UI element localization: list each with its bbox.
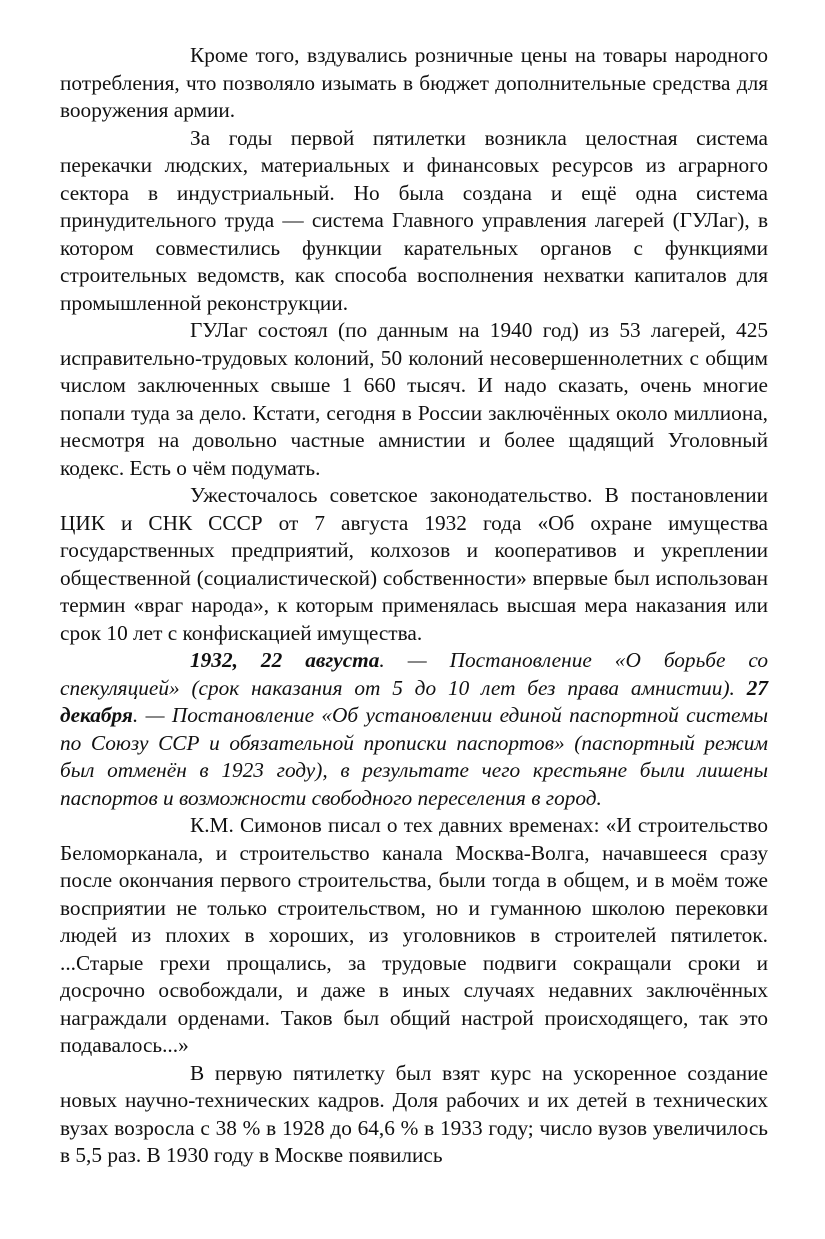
decree-speculation-text: . — Постановление «О борьбе со спекуляцией» (срок наказания от 5 до 10 лет без права амнистии). (60, 648, 768, 700)
paragraph-five-year-plan: За годы первой пятилетки возникла целостная система перекачки людских, материальных и финансовых ресурсов из аграрного сектора в индустриальный. Но была создана и ещё одна система принудительного труда — система Главного управления лагерей (ГУЛаг), в котором совместились функции карательных органов с функциями строительных ведомств, как способа восполнения нехватки капиталов для промышленной реконструкции. (60, 125, 768, 315)
paragraph-simonov-quote: К.М. Симонов писал о тех давних временах: «И строительство Беломорканала, и строительство канала Москва-Волга, начавшееся сразу после окончания первого строительства, были тогда в общем, и в моём тоже восприятии не только строительством, но и гуманною школою перековки людей из плохих в хороших, из уголовников в строителей пятилеток. ...Старые грехи прощались, за трудовые подвиги сокращали сроки и досрочно освобождали, и даже в иных случаях недавних заключённых награждали орденами. Таков был общий настрой происходящего, так это подавалось...» (60, 813, 768, 1057)
paragraph-retail-prices: Кроме того, вздувались розничные цены на товары народного потребления, что позволяло изымать в бюджет дополнительные средства для вооружения армии. (60, 43, 768, 122)
paragraph-legislation: Ужесточалось советское законодательство. В постановлении ЦИК и СНК СССР от 7 августа 1932 года «Об охране имущества государственных предприятий, колхозов и кооперативов и укреплении общественной (социалистической) собственности» впервые был использован термин «враг народа», к которым применялась высшая мера наказания или срок 10 лет с конфискацией имущества. (60, 483, 768, 645)
document-page (60, 42, 768, 1170)
paragraph-decrees (60, 647, 768, 812)
decree-passport-text: . — Постановление «Об установлении единой паспортной системы по Союзу ССР и обязательной прописки паспортов» (паспортный режим был отменён в 1923 году), в результате чего крестьяне были лишены паспортов и возможности свободного переселения в город. (60, 703, 768, 810)
paragraph-technical-cadres: В первую пятилетку был взят курс на ускоренное создание новых научно-технических кадров. Доля рабочих и их детей в технических вузах возросла с 38 % в 1928 до 64,6 % в 1933 году; число вузов увеличилось в 5,5 раз. В 1930 году в Москве появились (60, 1060, 768, 1167)
paragraph-gulag-statistics: ГУЛаг состоял (по данным на 1940 год) из 53 лагерей, 425 исправительно-трудовых колоний, 50 колоний несовершеннолетних с общим числом заключенных свыше 1 660 тысяч. И надо сказать, очень многие попали туда за дело. Кстати, сегодня в России заключённых около миллиона, несмотря на довольно частные амнистии и более щадящий Уголовный кодекс. Есть о чём подумать. (60, 318, 768, 480)
decree-date-august: 1932, 22 августа (190, 648, 380, 672)
decree-date-december: 27 декабря (60, 675, 768, 727)
